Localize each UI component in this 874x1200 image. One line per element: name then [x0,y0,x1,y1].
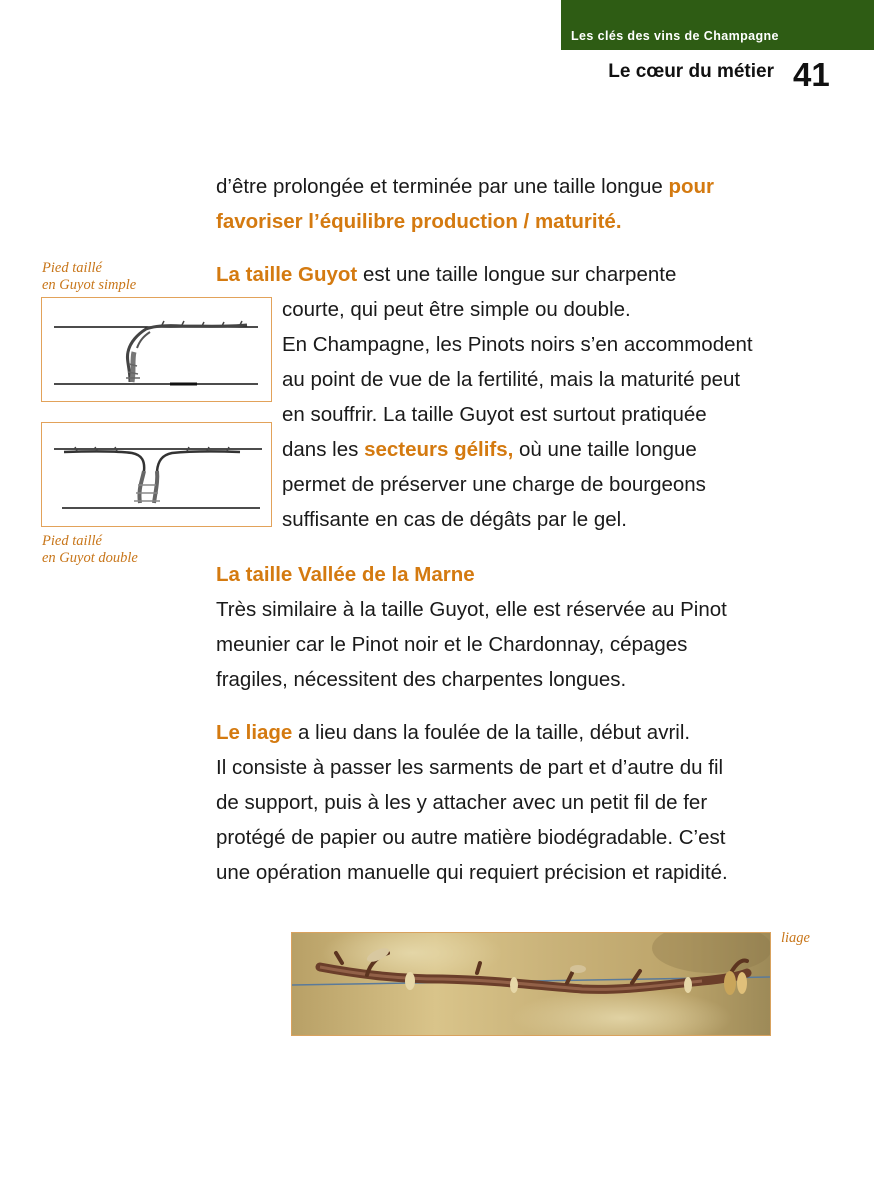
intro-paragraph [216,169,714,239]
guyot-heading: La taille Guyot [216,263,358,286]
vine-guyot-double-drawing [42,423,271,526]
guyot-heading-line: La taille Guyot est une taille longue sur charpente [216,263,677,286]
intro-line-1: d’être prolongée et terminée par une taille longue pour [216,175,714,198]
liage-line: protégé de papier ou autre matière biodégradable. C’est [216,826,726,849]
liage-section [216,715,728,890]
guyot-double-figure [41,422,272,527]
marne-line: Très similaire à la taille Guyot, elle est réservée au Pinot [216,598,727,621]
liage-line-1: Le liage a lieu dans la foulée de la taille, début avril. [216,721,691,744]
guyot-line: en souffrir. La taille Guyot est surtout pratiquée [282,403,707,426]
guyot-line: dans les secteurs gélifs, où une taille longue [282,438,697,461]
liage-heading: Le liage [216,721,293,744]
section-title: Le cœur du métier [608,61,774,82]
marne-heading: La taille Vallée de la Marne [216,563,475,586]
guyot-line: permet de préserver une charge de bourgeons [282,473,706,496]
vine-guyot-simple-drawing [42,298,271,401]
liage-line: Il consiste à passer les sarments de part et d’autre du fil [216,756,724,779]
liage-line: de support, puis à les y attacher avec un petit fil de fer [216,791,708,814]
caption-guyot-double: Pied taillé en Guyot double [42,533,138,566]
caption-liage: liage [781,930,810,946]
liage-line: une opération manuelle qui requiert précision et rapidité. [216,861,728,884]
page-number: 41 [793,56,830,93]
marne-line: fragiles, nécessitent des charpentes longues. [216,668,627,691]
vine-tying-photo-illustration [292,933,770,1035]
intro-line-2: favoriser l’équilibre production / maturité. [216,210,622,233]
book-title: Les clés des vins de Champagne [571,29,779,43]
guyot-line: courte, qui peut être simple ou double. [282,298,631,321]
marne-line: meunier car le Pinot noir et le Chardonnay, cépages [216,633,688,656]
guyot-line: suffisante en cas de dégâts par le gel. [282,508,627,531]
guyot-line: au point de vue de la fertilité, mais la maturité peut [282,368,741,391]
guyot-line: En Champagne, les Pinots noirs s’en accommodent [282,333,753,356]
liage-photo [291,932,771,1036]
guyot-simple-figure [41,297,272,402]
caption-guyot-simple: Pied taillé en Guyot simple [42,260,137,293]
header-band [561,0,874,50]
marne-section [216,557,727,697]
guyot-paragraph [282,292,753,537]
